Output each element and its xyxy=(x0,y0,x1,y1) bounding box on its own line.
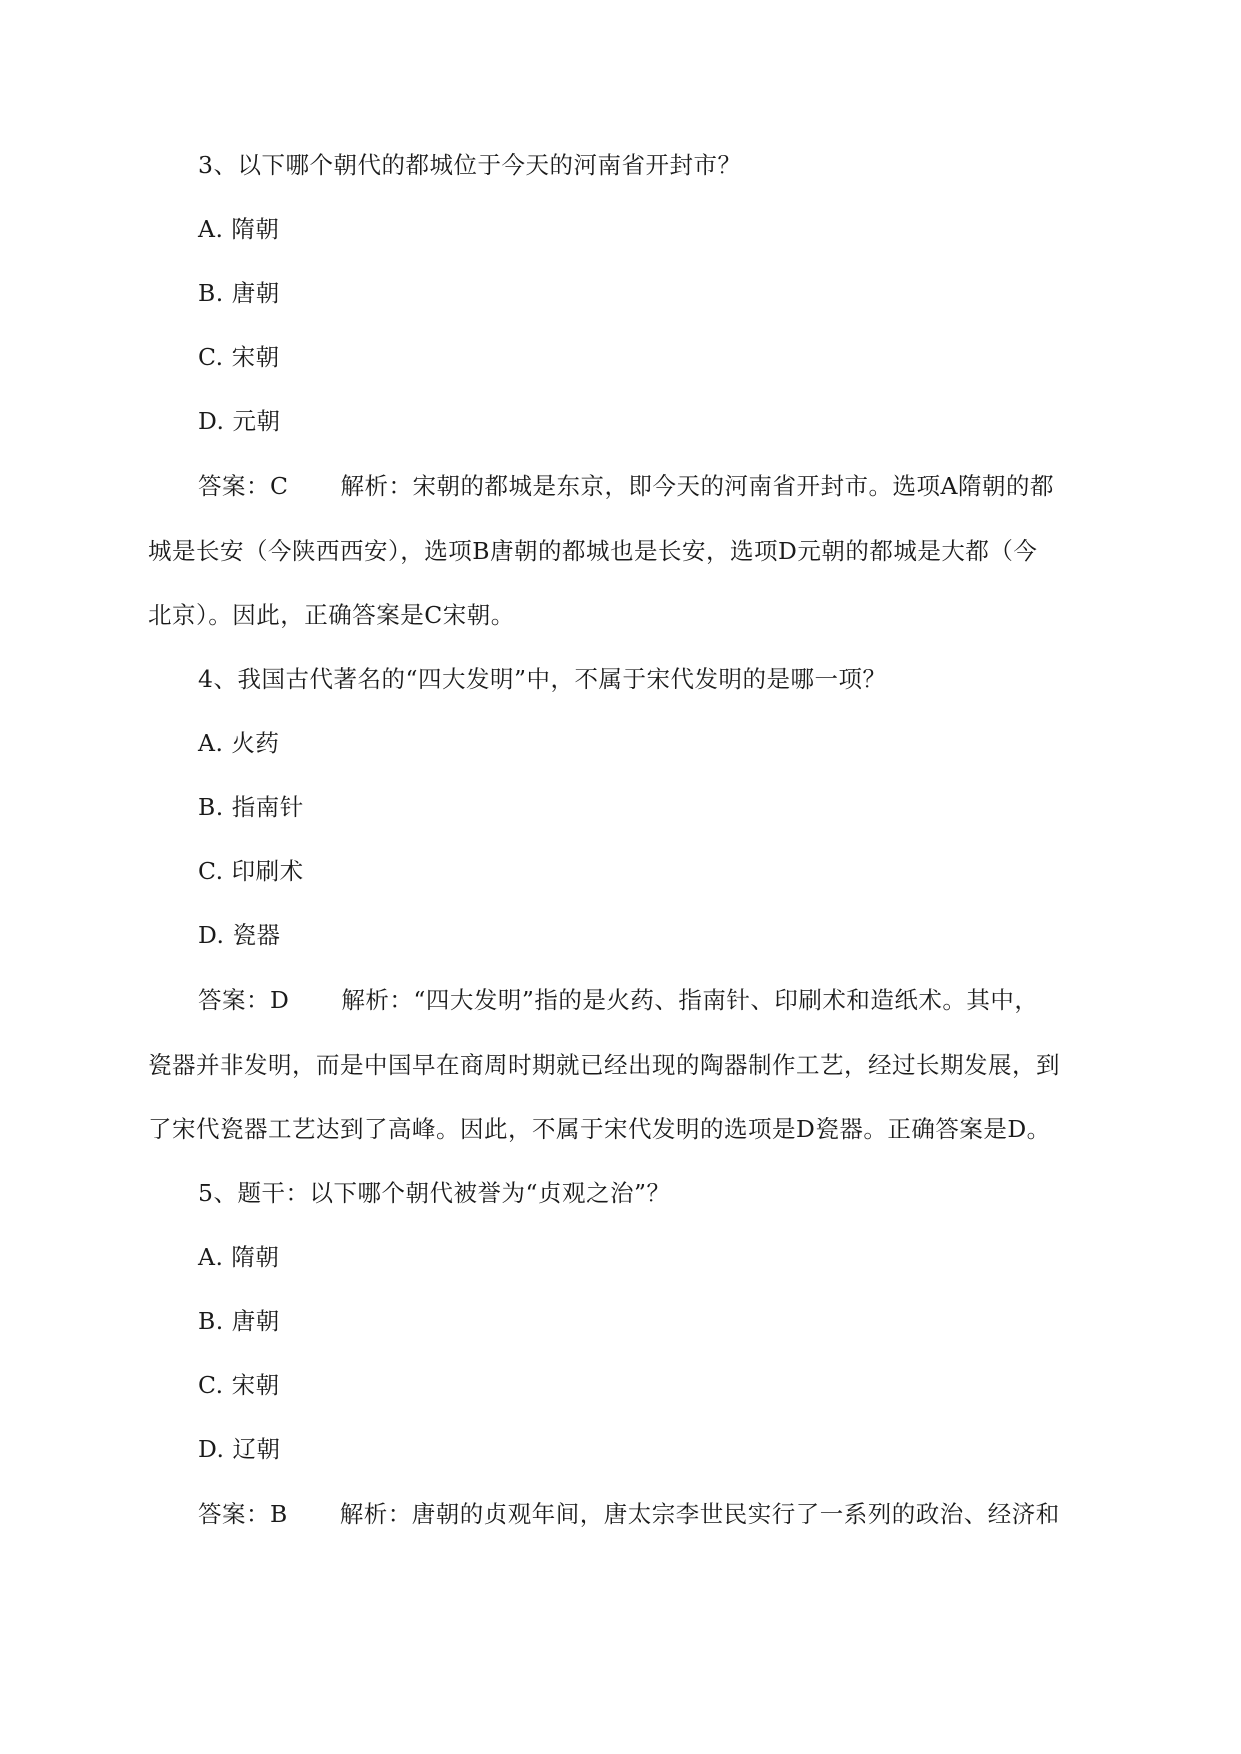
question-4-option-a: A. 火药 xyxy=(198,729,280,757)
question-4-answer: 答案：D xyxy=(198,986,290,1014)
question-5-answer-line xyxy=(198,1499,1060,1529)
question-3-option-d: D. 元朝 xyxy=(198,407,281,435)
question-5-analysis-1: 解析：唐朝的贞观年间，唐太宗李世民实行了一系列的政治、经济和 xyxy=(339,1500,1060,1528)
question-5-option-a: A. 隋朝 xyxy=(198,1243,280,1271)
question-4-stem: 4、我国古代著名的“四大发明”中，不属于宋代发明的是哪一项？ xyxy=(198,665,887,693)
question-4-analysis-2: 瓷器并非发明，而是中国早在商周时期就已经出现的陶器制作工艺，经过长期发展，到 xyxy=(148,1051,1060,1079)
question-3-stem: 3、以下哪个朝代的都城位于今天的河南省开封市？ xyxy=(198,151,742,179)
question-4-option-d: D. 瓷器 xyxy=(198,921,281,949)
question-3-answer-line xyxy=(198,471,1054,501)
question-5-answer: 答案：B xyxy=(198,1500,288,1528)
question-4-option-b: B. 指南针 xyxy=(198,793,304,821)
question-4-answer-line xyxy=(198,985,1038,1015)
question-4-option-c: C. 印刷术 xyxy=(198,857,304,885)
question-5-option-b: B. 唐朝 xyxy=(198,1307,280,1335)
question-3-option-b: B. 唐朝 xyxy=(198,279,280,307)
question-4-analysis-1: 解析：“四大发明”指的是火药、指南针、印刷术和造纸术。其中， xyxy=(341,986,1039,1014)
question-3-option-c: C. 宋朝 xyxy=(198,343,280,371)
question-5-option-d: D. 辽朝 xyxy=(198,1435,281,1463)
question-3-analysis-3: 北京）。因此，正确答案是C宋朝。 xyxy=(148,601,515,629)
question-3-answer: 答案：C xyxy=(198,472,289,500)
question-5-option-c: C. 宋朝 xyxy=(198,1371,280,1399)
question-3-analysis-2: 城是长安（今陕西西安），选项B唐朝的都城也是长安，选项D元朝的都城是大都（今 xyxy=(148,537,1038,565)
question-4-analysis-3: 了宋代瓷器工艺达到了高峰。因此，不属于宋代发明的选项是D瓷器。正确答案是D。 xyxy=(148,1115,1051,1143)
question-3-analysis-1: 解析：宋朝的都城是东京，即今天的河南省开封市。选项A隋朝的都 xyxy=(340,472,1054,500)
question-3-option-a: A. 隋朝 xyxy=(198,215,280,243)
question-5-stem: 5、题干：以下哪个朝代被誉为“贞观之治”？ xyxy=(198,1179,671,1207)
